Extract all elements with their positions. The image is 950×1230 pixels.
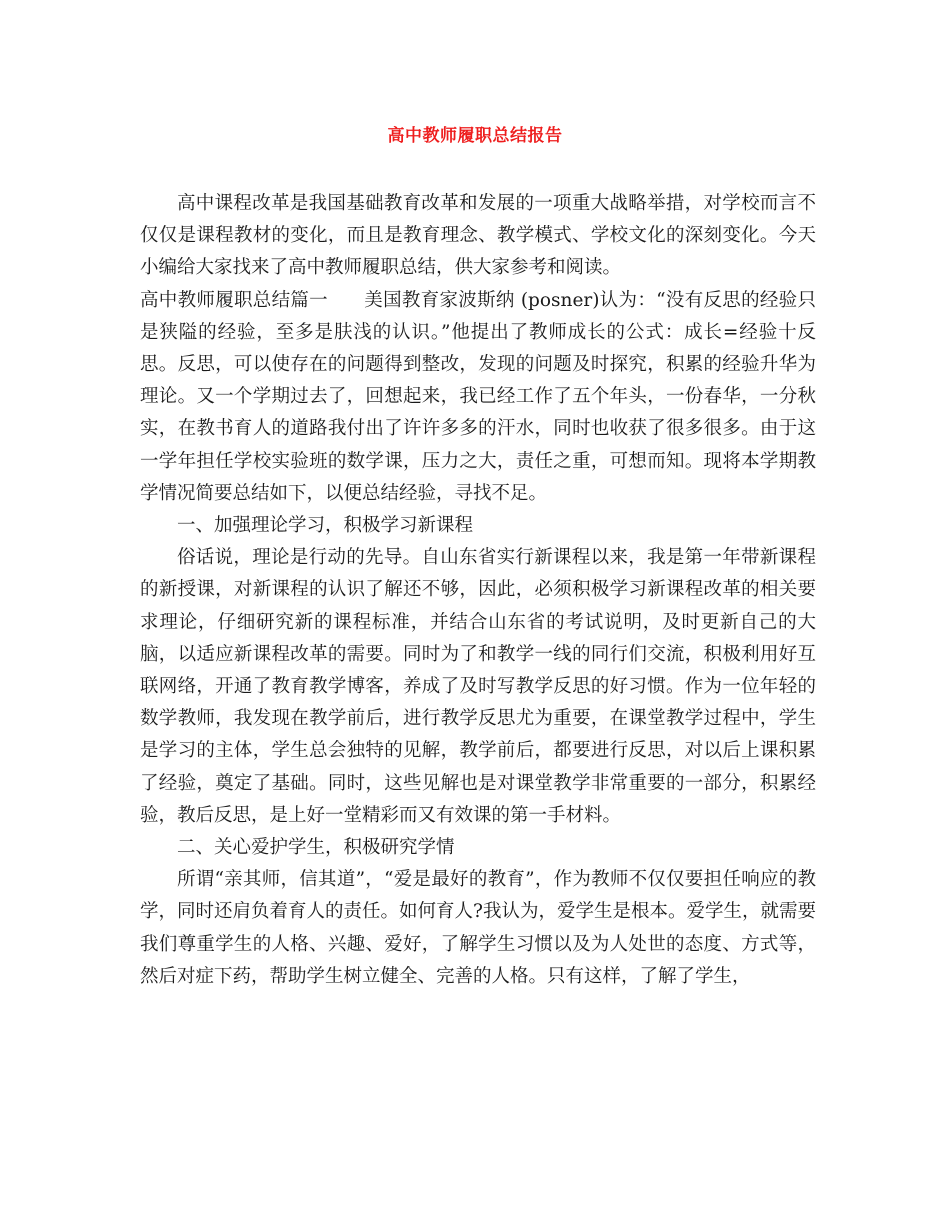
document-title: 高中教师履职总结报告 (387, 126, 563, 146)
part-label: 高中教师履职总结篇一 (140, 289, 328, 311)
section-heading-2: 二、关心爱护学生，积极研究学情 (177, 837, 455, 859)
part-one-paragraph (140, 285, 816, 510)
part-opening-text: 美国教育家波斯纳 (posner)认为：“没有反思的经验只是狭隘的经验，至多是肤浅的认识。”他提出了教师成长的公式：成长=经验十反思。反思，可以使存在的问题得到整改，发现的问题及时探究，积累的经验升华为理论。又一个学期过去了，回想起来，我已经工作了五个年头，一份春华，一分秋实，在教书育人的道路我付出了许许多多的汗水，同时也收获了很多很多。由于这一学年担任学校实验班的数学课，压力之大，责任之重，可想而知。现将本学期教学情况简要总结如下，以便总结经验，寻找不足。 (140, 289, 816, 504)
intro-paragraph: 高中课程改革是我国基础教育改革和发展的一项重大战略举措，对学校而言不仅仅是课程教材的变化，而且是教育理念、教学模式、学校文化的深刻变化。今天小编给大家找来了高中教师履职总结，供大家参考和阅读。 (140, 193, 816, 279)
section-body-2: 所谓“亲其师，信其道”，“爱是最好的教育”，作为教师不仅仅要担任响应的教学，同时还肩负着育人的责任。如何育人?我认为，爱学生是根本。爱学生，就需要我们尊重学生的人格、兴趣、爱好，了解学生习惯以及为人处世的态度、方式等，然后对症下药，帮助学生树立健全、完善的人格。只有这样，了解了学生， (140, 869, 816, 987)
section-heading-1: 一、加强理论学习，积极学习新课程 (177, 515, 474, 537)
document-body (140, 188, 816, 993)
section-body-1: 俗话说，理论是行动的先导。自山东省实行新课程以来，我是第一年带新课程的新授课，对新课程的认识了解还不够，因此，必须积极学习新课程改革的相关要求理论，仔细研究新的课程标准，并结合山东省的考试说明，及时更新自己的大脑，以适应新课程改革的需要。同时为了和教学一线的同行们交流，积极利用好互联网络，开通了教育教学博客，养成了及时写教学反思的好习惯。作为一位年轻的数学教师，我发现在教学前后，进行教学反思尤为重要，在课堂教学过程中，学生是学习的主体，学生总会独特的见解，教学前后，都要进行反思，对以后上课积累了经验，奠定了基础。同时，这些见解也是对课堂教学非常重要的一部分，积累经验，教后反思，是上好一堂精彩而又有效课的第一手材料。 (140, 547, 816, 826)
